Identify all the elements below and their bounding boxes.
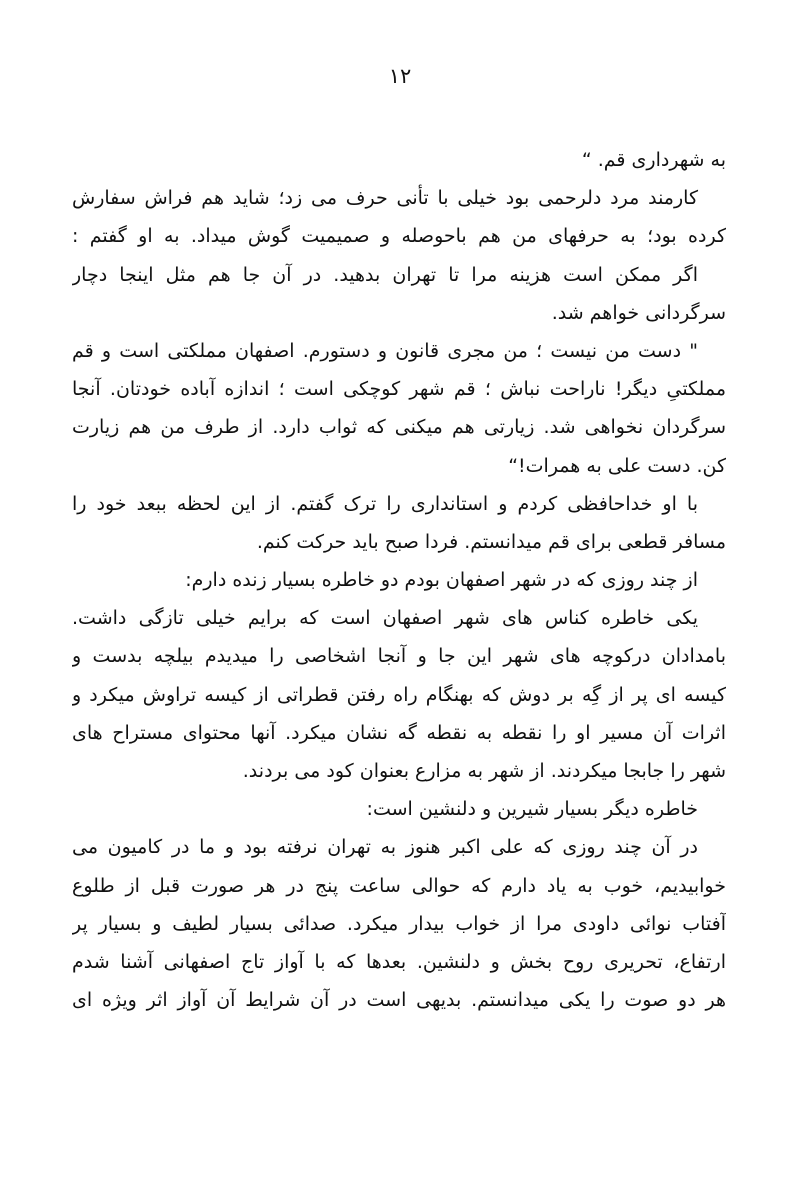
text-line: سرگردان نخواهی شد. زیارتی هم میکنی که ثواب دارد. از طرف من هم زیارت: [72, 416, 726, 439]
text-line: هر دو صوت را یکی میدانستم. بدیهی است در آن شرایط آن آواز اثر ویژه ای: [72, 989, 726, 1012]
text-line: اثرات آن مسیر او را نقطه به نقطه گه نشان میکرد. آنها محتوای مستراح های: [72, 721, 726, 744]
text-line: اگر ممکن است هزینه مرا تا تهران بدهید. در آن جا هم مثل اینجا دچار: [72, 263, 698, 286]
body-text: [72, 141, 726, 1019]
text-line: بامدادان درکوچه های شهر این جا و آنجا اشخاصی را میدیدم بیلچه بدست و: [72, 645, 726, 668]
text-line: آفتاب نوائی داودی مرا از خواب بیدار میکرد. صدائی بسیار لطیف و بسیار پر: [72, 912, 726, 935]
text-line: خوابیدیم، خوب به یاد دارم که حوالی ساعت پنج در هر صورت قبل از طلوع: [72, 874, 726, 897]
page-number: ۱۲: [388, 64, 412, 88]
text-line: با او خداحافظی کردم و استانداری را ترک گفتم. از این لحظه ببعد خود را: [72, 492, 698, 515]
text-line: در آن چند روزی که علی اکبر هنوز به تهران نرفته بود و ما در کامیون می: [72, 836, 698, 859]
text-line: یکی خاطره کناس های شهر اصفهان است که برایم خیلی تازگی داشت.: [72, 607, 698, 630]
text-line: ارتفاع، تحریری روح بخش و دلنشین. بعدها که با آواز تاج اصفهانی آشنا شدم: [72, 950, 726, 973]
text-line: کیسه ای پر از گِه بر دوش که بهنگام راه رفتن قطراتی از کیسه تراوش میکرد و: [72, 683, 726, 706]
text-line: " دست من نیست ؛ من مجری قانون و دستورم. اصفهان مملکتی است و قم: [72, 339, 698, 362]
text-line: کرده بود؛ به حرفهای من هم باحوصله و صمیمیت گوش میداد. به او گفتم :: [72, 225, 726, 248]
text-line: کارمند مرد دلرحمی بود خیلی با تأنی حرف می زد؛ شاید هم فراش سفارش: [72, 187, 698, 210]
text-line: کن. دست علی به همرات!“: [508, 454, 726, 477]
text-line: مملکتیِ دیگر! ناراحت نباش ؛ قم شهر کوچکی است ؛ اندازه آباده خودتان. آنجا: [72, 378, 726, 401]
text-line: از چند روزی که در شهر اصفهان بودم دو خاطره بسیار زنده دارم:: [185, 569, 698, 592]
text-line: به شهرداری قم. “: [581, 149, 726, 171]
text-line: مسافر قطعی برای قم میدانستم. فردا صبح باید حرکت کنم.: [256, 530, 726, 553]
text-line: شهر را جابجا میکردند. از شهر به مزارع بعنوان کود می بردند.: [242, 760, 726, 782]
text-line: سرگردانی خواهم شد.: [551, 301, 726, 324]
text-line: خاطره دیگر بسیار شیرین و دلنشین است:: [366, 798, 698, 821]
